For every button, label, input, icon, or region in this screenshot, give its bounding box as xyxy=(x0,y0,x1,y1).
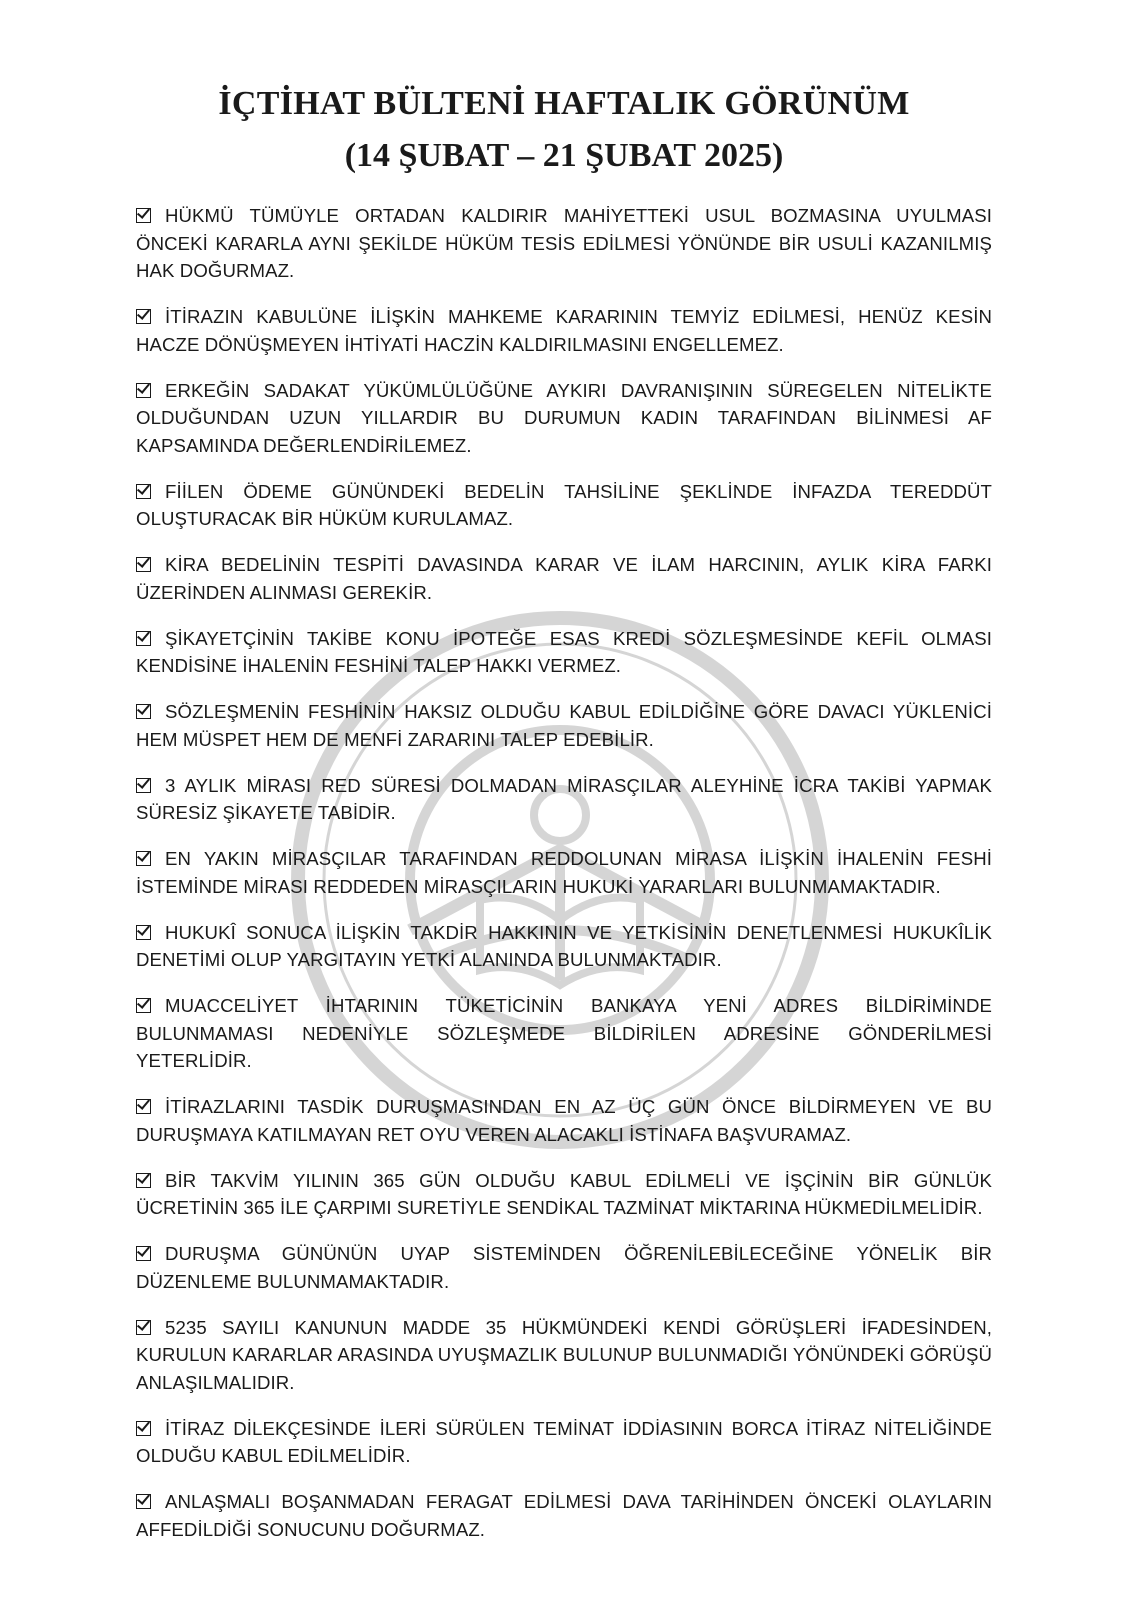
list-item xyxy=(136,992,992,1075)
date-range-subtitle: (14 ŞUBAT – 21 ŞUBAT 2025) xyxy=(344,137,784,174)
checkbox-check-icon xyxy=(136,1099,151,1114)
checkbox-check-icon xyxy=(136,1421,151,1436)
checkbox-check-icon xyxy=(136,631,151,646)
list-item-text: ERKEĞİN SADAKAT YÜKÜMLÜLÜĞÜNE AYKIRI DAVRANIŞININ SÜREGELEN NİTELİKTE OLDUĞUNDAN UZUN YILLARDIR BU DURUMUN KADIN TARAFINDAN BİLİNMESİ AF KAPSAMINDA DEĞERLENDİRİLEMEZ. xyxy=(136,379,992,456)
checkbox-check-icon xyxy=(136,557,151,572)
checkbox-check-icon xyxy=(136,208,151,223)
checkbox-check-icon xyxy=(136,309,151,324)
checkbox-check-icon xyxy=(136,1173,151,1188)
list-item-text: İTİRAZLARINI TASDİK DURUŞMASINDAN EN AZ ÜÇ GÜN ÖNCE BİLDİRMEYEN VE BU DURUŞMAYA KATILMAYAN RET OYU VEREN ALACAKLI İSTİNAFA BAŞVURAMAZ. xyxy=(136,1096,992,1145)
list-item-text: SÖZLEŞMENİN FESHİNİN HAKSIZ OLDUĞU KABUL EDİLDİĞİNE GÖRE DAVACI YÜKLENİCİ HEM MÜSPET HEM DE MENFİ ZARARINI TALEP EDEBİLİR. xyxy=(136,701,992,750)
list-item xyxy=(136,1314,992,1397)
list-item-text: DURUŞMA GÜNÜNÜN UYAP SİSTEMİNDEN ÖĞRENİLEBİLECEĞİNE YÖNELİK BİR DÜZENLEME BULUNMAMAKTADIR. xyxy=(136,1243,992,1292)
list-item-text: MUACCELİYET İHTARININ TÜKETİCİNİN BANKAYA YENİ ADRES BİLDİRİMİNDE BULUNMAMASI NEDENİYLE SÖZLEŞMEDE BİLDİRİLEN ADRESİNE GÖNDERİLMESİ YETERLİDİR. xyxy=(136,995,992,1071)
page-title: İÇTİHAT BÜLTENİ HAFTALIK GÖRÜNÜM xyxy=(218,85,910,122)
list-item-text: KİRA BEDELİNİN TESPİTİ DAVASINDA KARAR VE İLAM HARCININ, AYLIK KİRA FARKI ÜZERİNDEN ALINMASI GEREKİR. xyxy=(136,554,992,603)
list-item xyxy=(136,377,992,460)
list-item-text: FİİLEN ÖDEME GÜNÜNDEKİ BEDELİN TAHSİLİNE ŞEKLİNDE İNFAZDA TEREDDÜT OLUŞTURACAK BİR HÜKÜM KURULAMAZ. xyxy=(136,480,992,529)
list-item-text: BİR TAKVİM YILININ 365 GÜN OLDUĞU KABUL EDİLMELİ VE İŞÇİNİN BİR GÜNLÜK ÜCRETİNİN 365 İLE ÇARPIMI SURETİYLE SENDİKAL TAZMİNAT MİKTARINA HÜKMEDİLMELİDİR. xyxy=(136,1169,992,1218)
list-item xyxy=(136,698,992,753)
checkbox-check-icon xyxy=(136,998,151,1013)
list-item xyxy=(136,202,992,285)
list-item xyxy=(136,1093,992,1148)
checkbox-check-icon xyxy=(136,778,151,793)
checkbox-check-icon xyxy=(136,1246,151,1261)
list-item-text: 5235 SAYILI KANUNUN MADDE 35 HÜKMÜNDEKİ KENDİ GÖRÜŞLERİ İFADESİNDEN, KURULUN KARARLAR ARASINDA UYUŞMAZLIK BULUNUP BULUNMADIĞI YÖNÜNDEKİ GÖRÜŞÜ ANLAŞILMALIDIR. xyxy=(136,1316,992,1393)
checkbox-check-icon xyxy=(136,484,151,499)
list-item xyxy=(136,551,992,606)
checkbox-check-icon xyxy=(136,1494,151,1509)
checkbox-check-icon xyxy=(136,1320,151,1335)
list-item xyxy=(136,919,992,974)
list-item xyxy=(136,1415,992,1470)
list-item xyxy=(136,625,992,680)
checkbox-check-icon xyxy=(136,704,151,719)
list-item-text: İTİRAZ DİLEKÇESİNDE İLERİ SÜRÜLEN TEMİNAT İDDİASININ BORCA İTİRAZ NİTELİĞİNDE OLDUĞU KABUL EDİLMELİDİR. xyxy=(136,1417,992,1466)
list-item xyxy=(136,1240,992,1295)
list-item-text: 3 AYLIK MİRASI RED SÜRESİ DOLMADAN MİRASÇILAR ALEYHİNE İCRA TAKİBİ YAPMAK SÜRESİZ ŞİKAYETE TABİDİR. xyxy=(136,774,992,823)
list-item xyxy=(136,303,992,358)
list-item xyxy=(136,1488,992,1543)
list-item xyxy=(136,772,992,827)
list-item-text: HÜKMÜ TÜMÜYLE ORTADAN KALDIRIR MAHİYETTEKİ USUL BOZMASINA UYULMASI ÖNCEKİ KARARLA AYNI ŞEKİLDE HÜKÜM TESİS EDİLMESİ YÖNÜNDE BİR USULİ KAZANILMIŞ HAK DOĞURMAZ. xyxy=(136,205,992,281)
list-item-text: ANLAŞMALI BOŞANMADAN FERAGAT EDİLMESİ DAVA TARİHİNDEN ÖNCEKİ OLAYLARIN AFFEDİLDİĞİ SONUCUNU DOĞURMAZ. xyxy=(136,1491,992,1540)
checkbox-check-icon xyxy=(136,383,151,398)
checkbox-check-icon xyxy=(136,851,151,866)
list-item-text: HUKUKÎ SONUCA İLİŞKİN TAKDİR HAKKININ VE YETKİSİNİN DENETLENMESİ HUKUKÎLİK DENETİMİ OLUP YARGITAYIN YETKİ ALANINDA BULUNMAKTADIR. xyxy=(136,921,992,970)
list-item-text: EN YAKIN MİRASÇILAR TARAFINDAN REDDOLUNAN MİRASA İLİŞKİN İHALENİN FESHİ İSTEMİNDE MİRASI REDDEDEN MİRASÇILARIN HUKUKİ YARARLARI BULUNMAMAKTADIR. xyxy=(136,848,992,897)
list-item xyxy=(136,1167,992,1222)
checkbox-check-icon xyxy=(136,925,151,940)
ruling-list xyxy=(136,202,992,1543)
list-item-text: İTİRAZIN KABULÜNE İLİŞKİN MAHKEME KARARININ TEMYİZ EDİLMESİ, HENÜZ KESİN HACZE DÖNÜŞMEYEN İHTİYATİ HACZİN KALDIRILMASINI ENGELLEMEZ. xyxy=(136,306,992,355)
list-item xyxy=(136,478,992,533)
list-item xyxy=(136,845,992,900)
list-item-text: ŞİKAYETÇİNİN TAKİBE KONU İPOTEĞE ESAS KREDİ SÖZLEŞMESİNDE KEFİL OLMASI KENDİSİNE İHALENİN FESHİNİ TALEP HAKKI VERMEZ. xyxy=(136,627,992,676)
